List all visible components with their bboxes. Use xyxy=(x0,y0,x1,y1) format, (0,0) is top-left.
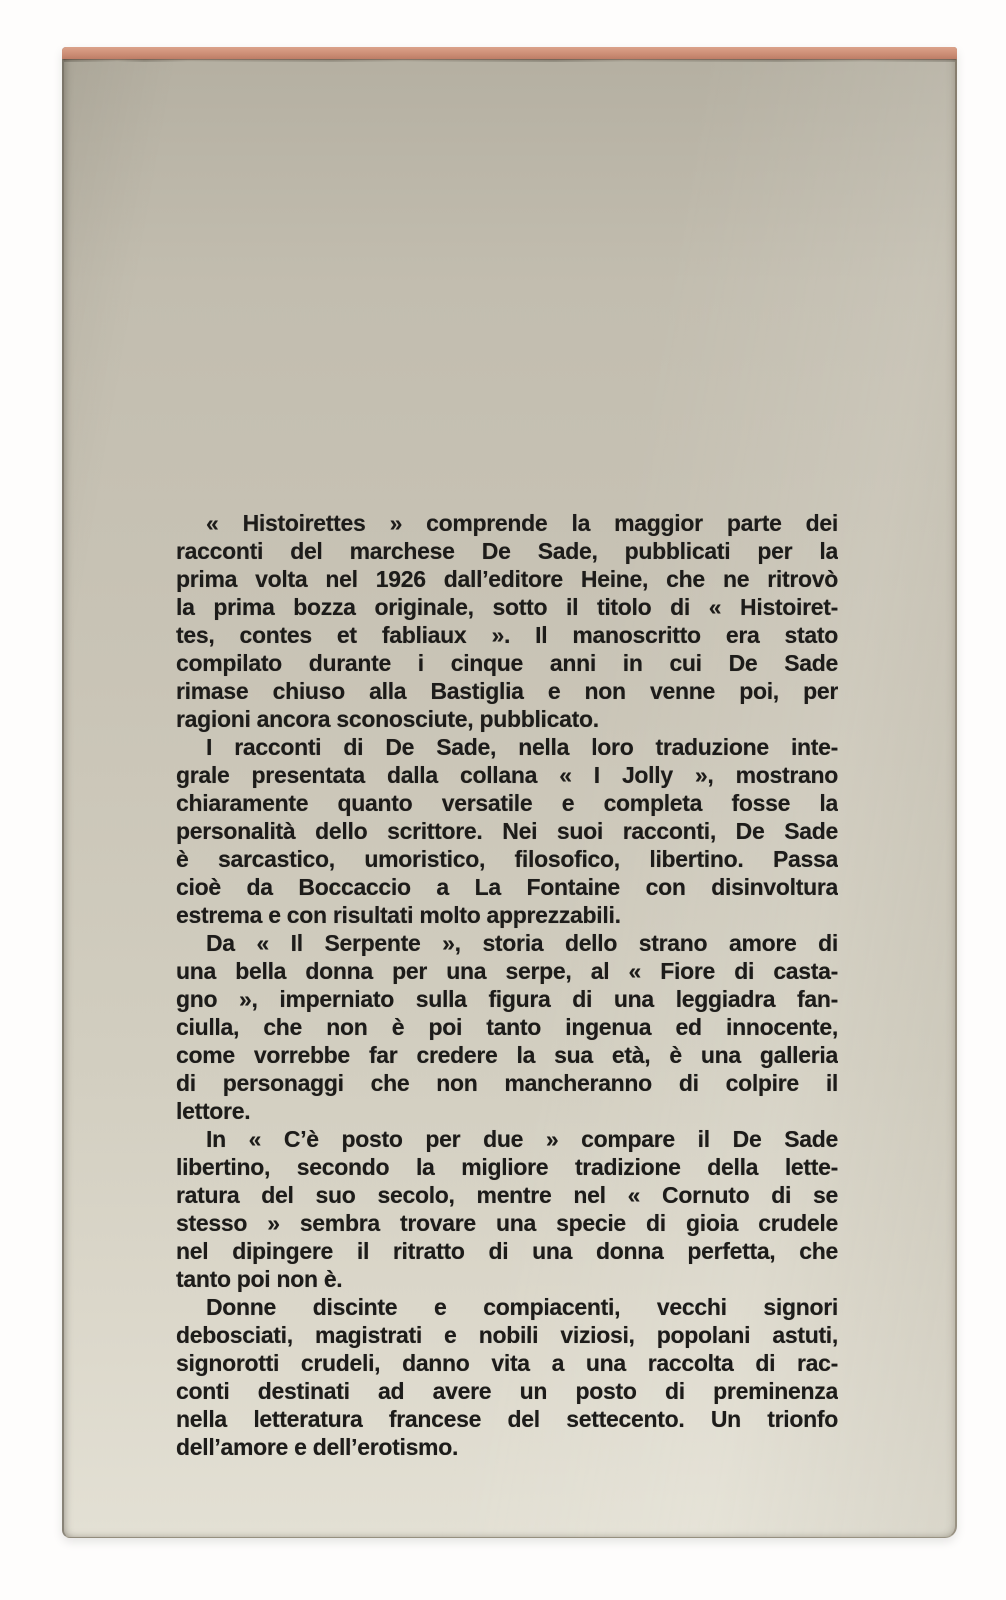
book-top-edge-shadow xyxy=(64,59,955,62)
text-line: lettore. xyxy=(176,1098,251,1124)
text-line: nella letteratura francese del settecento. Un trionfo xyxy=(176,1406,838,1432)
text-line: ciulla, che non è poi tanto ingenua ed innocente, xyxy=(176,1014,838,1040)
paragraph xyxy=(176,1125,838,1293)
text-line: In « C’è posto per due » compare il De Sade xyxy=(206,1126,838,1152)
book-back-cover xyxy=(62,47,957,1538)
text-line: di personaggi che non mancheranno di colpire il xyxy=(176,1070,838,1096)
book-top-edge xyxy=(62,47,957,59)
text-line: estrema e con risultati molto apprezzabili. xyxy=(176,902,621,928)
text-line: la prima bozza originale, sotto il titolo di « Histoiret- xyxy=(176,594,838,620)
text-line: ratura del suo secolo, mentre nel « Cornuto di se xyxy=(176,1182,838,1208)
paragraph xyxy=(176,509,838,733)
text-line: rimase chiuso alla Bastiglia e non venne poi, per xyxy=(176,678,838,704)
text-line: libertino, secondo la migliore tradizione della lette- xyxy=(176,1154,838,1180)
text-line: come vorrebbe far credere la sua età, è una galleria xyxy=(176,1042,838,1068)
text-line: racconti del marchese De Sade, pubblicati per la xyxy=(176,538,838,564)
text-line: ragioni ancora sconosciute, pubblicato. xyxy=(176,706,599,732)
text-line: nel dipingere il ritratto di una donna perfetta, che xyxy=(176,1238,838,1264)
text-line: personalità dello scrittore. Nei suoi racconti, De Sade xyxy=(176,818,838,844)
text-line: grale presentata dalla collana « I Jolly », mostrano xyxy=(176,762,838,788)
text-line: gno », imperniato sulla figura di una leggiadra fan- xyxy=(176,986,838,1012)
text-line: compilato durante i cinque anni in cui De Sade xyxy=(176,650,838,676)
text-line: conti destinati ad avere un posto di preminenza xyxy=(176,1378,838,1404)
text-line: chiaramente quanto versatile e completa fosse la xyxy=(176,790,838,816)
text-line: tanto poi non è. xyxy=(176,1266,343,1292)
text-line: tes, contes et fabliaux ». Il manoscritto era stato xyxy=(176,622,838,648)
paragraph xyxy=(176,1293,838,1461)
text-line: Donne discinte e compiacenti, vecchi signori xyxy=(206,1294,838,1320)
text-line: stesso » sembra trovare una specie di gioia crudele xyxy=(176,1210,838,1236)
text-line: « Histoirettes » comprende la maggior parte dei xyxy=(206,510,838,536)
text-line: dell’amore e dell’erotismo. xyxy=(176,1434,459,1460)
text-line: prima volta nel 1926 dall’editore Heine, che ne ritrovò xyxy=(176,566,838,592)
paragraph xyxy=(176,733,838,929)
text-line: cioè da Boccaccio a La Fontaine con disinvoltura xyxy=(176,874,838,900)
text-line: debosciati, magistrati e nobili viziosi, popolani astuti, xyxy=(176,1322,838,1348)
paragraph xyxy=(176,929,838,1125)
text-line: signorotti crudeli, danno vita a una raccolta di rac- xyxy=(176,1350,838,1376)
text-line: è sarcastico, umoristico, filosofico, libertino. Passa xyxy=(176,846,838,872)
text-line: Da « Il Serpente », storia dello strano amore di xyxy=(206,930,838,956)
blurb-text-block xyxy=(176,509,838,1461)
text-line: una bella donna per una serpe, al « Fiore di casta- xyxy=(176,958,838,984)
text-line: I racconti di De Sade, nella loro traduzione inte- xyxy=(206,734,838,760)
